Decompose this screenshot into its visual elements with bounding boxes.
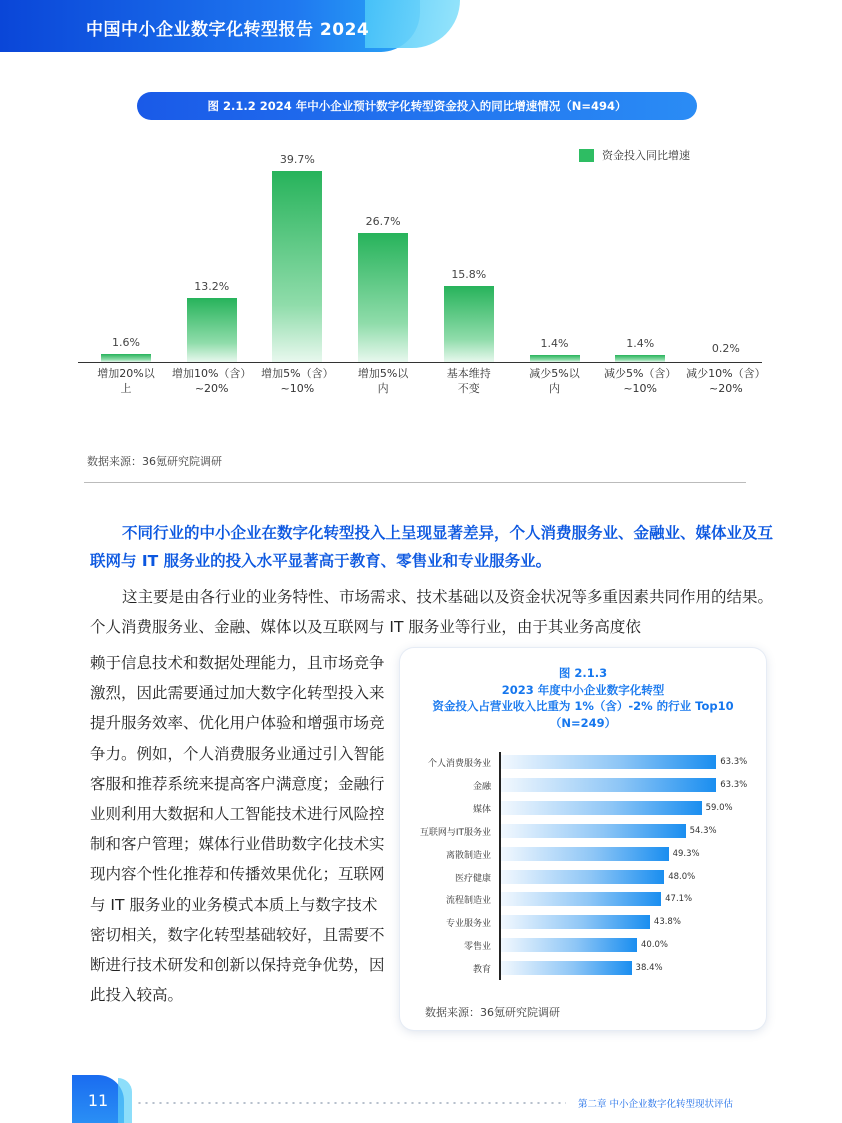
chart2-bar (501, 892, 661, 906)
body-paragraph-2: 赖于信息技术和数据处理能力，且市场竞争激烈，因此需要通过加大数字化转型投入来提升服务效率、优化用户体验和增强市场竞争力。例如，个人消费服务业通过引入智能客服和推荐系统来提高客户满意度；金融行业则利用大数据和人工智能技术进行风险控制和客户管理；媒体行业借助数字化技术实现内容个性化推荐和传播效果优化；互联网与 IT 服务业的业务模式本质上与数字技术密切相关，数字化转型基础较好，且需要不断进行技术研发和创新以保持竞争优势，因此投入较高。 (90, 654, 385, 1005)
lead-paragraph: 不同行业的中小企业在数字化转型投入上呈现显著差异，个人消费服务业、金融业、媒体业及互联网与 IT 服务业的投入水平显著高于教育、零售业和专业服务业。 (90, 524, 774, 570)
chart2-category-label: 流程制造业 (445, 896, 491, 907)
chart2-category-label: 金融 (472, 781, 491, 792)
chart2-value-label: 49.3% (672, 848, 700, 859)
page-number: 11 (72, 1075, 124, 1123)
chart2-category-label: 离散制造业 (445, 850, 491, 861)
chart1-bar (187, 298, 237, 362)
chart1-source: 数据来源：36氪研究院调研 (87, 455, 222, 468)
chart1-category-label: 增加10%（含） ~20% (171, 367, 252, 395)
chart2-bar (501, 755, 716, 769)
chart2-category-label: 零售业 (463, 942, 491, 953)
chart2-bar (501, 915, 650, 929)
chart2-title-line: 资金投入占营业收入比重为 1%（含）-2% 的行业 Top10 (432, 699, 734, 713)
chart2-category-label: 专业服务业 (445, 919, 491, 930)
chart2-value-label: 63.3% (720, 757, 748, 767)
chart2-value-label: 38.4% (635, 963, 663, 974)
chart2-category-label: 医疗健康 (454, 873, 491, 884)
chart2-title-line: （N=249） (549, 715, 617, 730)
chart2-value-label: 43.8% (653, 917, 681, 928)
chart1-value-label: 39.7% (279, 152, 315, 166)
footer-dotted-line (136, 1102, 566, 1104)
legend-swatch (579, 149, 594, 162)
report-title: 中国中小企业数字化转型报告 2024 (86, 20, 370, 40)
chart1-category-label: 增加5%（含） ~10% (261, 367, 334, 395)
chart2-value-label: 48.0% (668, 871, 696, 882)
chart2-category-label: 互联网与IT服务业 (419, 827, 491, 838)
chart2-value-label: 63.3% (720, 779, 748, 790)
chart1-value-label: 1.6% (112, 336, 140, 350)
chart2-bar (501, 801, 702, 815)
chart2-title-line: 2023 年度中小企业数字化转型 (501, 682, 665, 697)
chart1-category-label: 减少10%（含） ~20% (686, 367, 766, 395)
chart1-value-label: 1.4% (540, 337, 569, 351)
chart1-bar (272, 171, 322, 362)
chart1-bar (530, 355, 580, 362)
chart2-value-label: 59.0% (705, 802, 733, 813)
chart1-bar (615, 355, 665, 362)
chart1-title: 图 2.1.2 2024 年中小企业预计数字化转型资金投入的同比增速情况（N=494） (137, 92, 697, 120)
chart2-category-label: 媒体 (472, 804, 491, 815)
chart2-bar (501, 870, 664, 884)
body-paragraph-1: 这主要是由各行业的业务特性、市场需求、技术基础以及资金状况等多重因素共同作用的结果。个人消费服务业、金融、媒体以及互联网与 IT 服务业等行业，由于其业务高度依 (90, 588, 774, 636)
chart1-value-label: 13.2% (194, 280, 230, 294)
chart2-bar (501, 847, 669, 861)
chart1-bar (101, 354, 151, 362)
chapter-title: 第二章 中小企业数字化转型现状评估 (578, 1099, 734, 1110)
chart2-bar (501, 938, 637, 952)
chart2-bar (501, 961, 632, 975)
chart2-bar (501, 778, 716, 792)
chart1-bar (358, 233, 408, 362)
chart1-x-axis (78, 362, 762, 363)
chart2-source: 数据来源：36氪研究院调研 (425, 1006, 560, 1019)
chart1-bar (444, 286, 494, 362)
chart1-value-label: 15.8% (451, 267, 487, 281)
chart1-value-label: 26.7% (365, 215, 401, 229)
chart1-value-label: 0.2% (711, 342, 740, 355)
header-accent (365, 0, 460, 48)
chart2-value-label: 40.0% (641, 940, 669, 951)
chart2-value-label: 54.3% (689, 825, 717, 836)
chart1-category-label: 增加5%以 内 (357, 367, 409, 395)
chart1-category-label: 减少5%以 内 (529, 367, 580, 395)
chart1-category-label: 基本维持 不变 (446, 367, 491, 395)
chart2-bar (501, 824, 686, 838)
chart1-value-label: 1.4% (626, 337, 655, 351)
chart2-title-line: 图 2.1.3 (558, 666, 608, 680)
chart2-title (400, 665, 766, 731)
chart2-category-label: 教育 (472, 965, 491, 976)
divider (84, 482, 746, 483)
chart2-value-label: 47.1% (665, 894, 693, 905)
chart2-category-label: 个人消费服务业 (427, 759, 491, 769)
page-number-accent (118, 1078, 132, 1123)
legend-label: 资金投入同比增速 (602, 149, 690, 162)
chart1-category-label: 增加20%以 上 (97, 367, 155, 395)
chart1-legend (579, 147, 690, 163)
chart1-category-label: 减少5%（含） ~10% (603, 367, 677, 395)
